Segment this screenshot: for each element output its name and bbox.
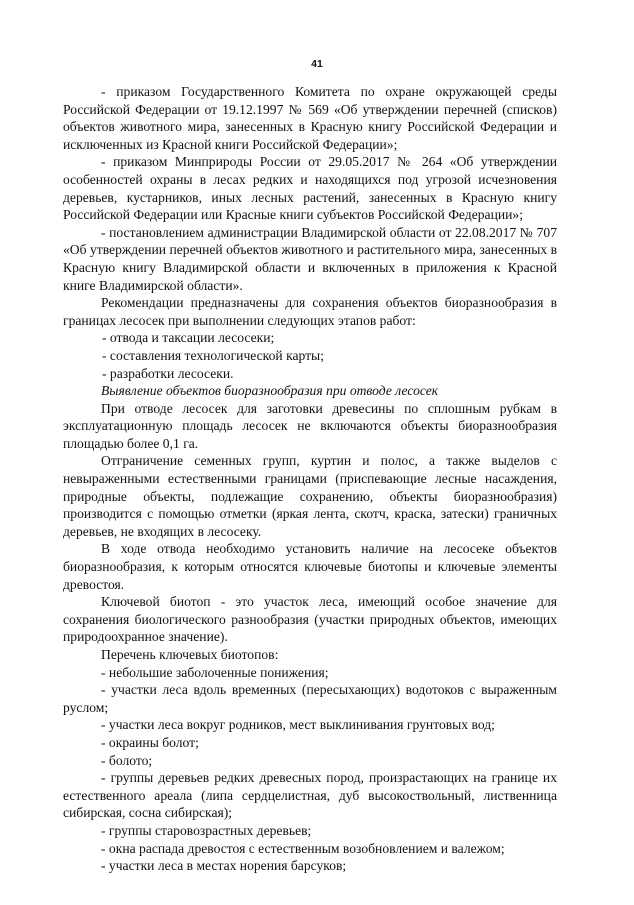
paragraph-boundaries: Отграничение семенных групп, куртин и полос, а также выделов с невыраженными естественными границами (приспевающие лесные насаждения, природные объекты, подлежащие сохранению, объекты биоразнообразия) производится с помощью отметки (яркая лента, скотч, краска, затески) граничных деревьев, не входящих в лесосеку. [63,453,557,539]
list-item-biotope: - болото; [101,752,153,768]
list-item-stage: - отвода и таксации лесосеки; [102,330,275,346]
paragraph-clearcut: При отводе лесосек для заготовки древесины по сплошным рубкам в эксплуатационную площадь лесосек не включаются объекты биоразнообразия площадью более 0,1 га. [63,400,557,451]
page-number: 41 [311,58,323,70]
paragraph-biotope-list-intro: Перечень ключевых биотопов: [101,647,279,662]
list-item-stage: - разработки лесосеки. [102,365,234,381]
list-item-biotope: - участки леса в местах норения барсуков; [101,858,347,874]
section-heading: Выявление объектов биоразнообразия при отводе лесосек [101,383,439,399]
document-body [63,83,557,875]
paragraph-biodiversity: В ходе отвода необходимо установить наличие на лесосеке объектов биоразнообразия, к которым относятся ключевые биотопы и ключевые элементы древостоя. [63,541,557,592]
paragraph-key-biotope: Ключевой биотоп - это участок леса, имеющий особое значение для сохранения биологического разнообразия (участки природных объектов, имеющих природоохранное значение). [63,594,557,645]
list-item-biotope: - группы деревьев редких древесных пород, произрастающих на границе их естественного ареала (липа сердцелистная, дуб высокоствольный, лиственница сибирская, сосна сибирская); [63,770,557,821]
list-item-biotope: - небольшие заболоченные понижения; [101,664,329,680]
paragraph-recommendations: Рекомендации предназначены для сохранения объектов биоразнообразия в границах лесосек при выполнении следующих этапов работ: [63,295,557,328]
list-item-stage: - составления технологической карты; [102,347,324,363]
list-item-biotope: - участки леса вокруг родников, мест выклинивания грунтовых вод; [101,717,495,733]
list-item-biotope: - окраины болот; [101,734,199,750]
list-item-biotope: - группы старовозрастных деревьев; [101,822,312,838]
paragraph-decree-707: - постановлением администрации Владимирской области от 22.08.2017 № 707 «Об утверждении перечней объектов животного и растительного мира, занесенных в Красную книгу Владимирской области и включенных в приложения к Красной книге Владимирской области». [63,224,557,293]
list-item-biotope: - участки леса вдоль временных (пересыхающих) водотоков с выраженным руслом; [63,682,557,715]
paragraph-order-569: - приказом Государственного Комитета по охране окружающей среды Российской Федерации от 19.12.1997 № 569 «Об утверждении перечней (списков) объектов животного мира, занесенных в Красную книгу Российской Федерации и исключенных из Красной книги Российской Федерации»; [63,84,557,152]
list-item-biotope: - окна распада древостоя с естественным возобновлением и валежом; [101,840,505,856]
paragraph-order-264: - приказом Минприроды России от 29.05.2017 № 264 «Об утверждении особенностей охраны в лесах редких и находящихся под угрозой исчезновения деревьев, кустарников, иных лесных растений, занесенных в Красную книгу Российской Федерации или Красные книги субъектов Российской Федерации»; [63,154,557,223]
